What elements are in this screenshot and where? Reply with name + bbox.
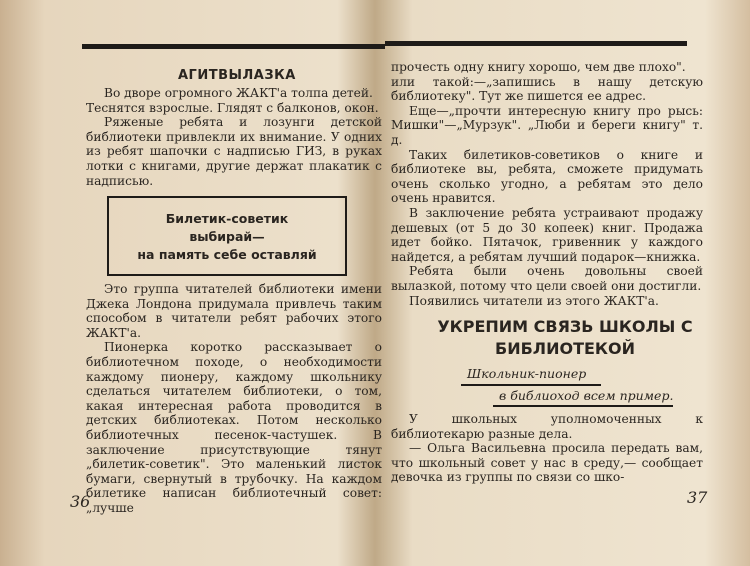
- paragraph: — Ольга Васильевна просила передать вам, что школьный совет у нас в среду,— сообщает девочка из группы по связи со шко-: [391, 441, 703, 485]
- paragraph: или такой:—„запишись в нашу детскую библиотеку". Тут же пишется ее адрес.: [391, 74, 703, 104]
- paragraph: Теснятся взрослые. Глядят с балконов, окон.: [86, 100, 379, 115]
- body-text: [86, 282, 382, 516]
- intro-text: [86, 86, 382, 188]
- paragraph: Еще—„прочти интересную книгу про рысь: Мишки"—„Мурзук". „Люби и береги книгу" т. д.: [391, 103, 703, 147]
- paragraph: Пионерка коротко рассказывает о библиотечном походе, о необходимости каждому пионеру, каждому школьнику сделаться читателем библиотеки, о том, какая интересная работа проводится в детских библиотеках. Потом несколько библиотечных песенок-частушек. В заключение присутствующие тянут „билетик-советик". Это маленький листок бумаги, свернутый в трубочку. На каждом билетике написан библиотечный совет: „лучше: [86, 340, 382, 515]
- paragraph: В заключение ребята устраивают продажу дешевых (от 5 до 30 копеек) книг. Продажа идет бойко. Пятачок, гривенник у каждого найдется, а ребятам лучший подарок—книжка.: [391, 205, 703, 264]
- paragraph: Во дворе огромного ЖАКТ'а толпа детей.: [104, 86, 373, 100]
- paragraph: Таких билетиков-советиков о книге и библиотеке вы, ребята, сможете придумать очень сколько угодно, а ребятам это дело очень нравится.: [391, 147, 703, 206]
- article-heading: АГИТВЫЛАЗКА: [178, 68, 296, 83]
- top-rule: [385, 41, 687, 46]
- subheading-underline: [461, 384, 601, 386]
- paragraph: Это группа читателей библиотеки имени Джека Лондона придумала привлечь таким способом в читатели ребят рабочих этого ЖАКТ'а.: [86, 282, 382, 340]
- slogan-box: [107, 196, 347, 276]
- section-title: УКРЕПИМ СВЯЗЬ ШКОЛЫ С БИБЛИОТЕКОЙ: [437, 317, 693, 358]
- right-page: [385, 0, 750, 566]
- slogan-line: выбирай—: [189, 229, 265, 244]
- paragraph: Появились читатели из этого ЖАКТ'а.: [409, 293, 659, 308]
- body-text: [391, 412, 703, 485]
- page-number: 36: [70, 492, 91, 511]
- subheading: в библиоход всем пример.: [499, 388, 674, 403]
- paragraph: У школьных уполномоченных к библиотекарю разные дела.: [391, 412, 703, 441]
- paragraph: Ряженые ребята и лозунги детской библиотеки привлекли их внимание. У одних из ребят шапочки с надписью ГИЗ, в руках лотки с книгами, другие держат плакатик с надписью.: [86, 115, 382, 188]
- paragraph: Ребята были очень довольны своей вылазкой, потому что цели своей они достигли.: [391, 264, 703, 293]
- paragraph: прочесть одну книгу хорошо, чем две плохо".: [391, 60, 686, 74]
- subheading: Школьник-пионер: [467, 366, 587, 381]
- top-rule: [82, 44, 385, 49]
- continuation-text: [391, 60, 703, 308]
- subheading-underline: [493, 405, 673, 407]
- slogan-line: Билетик-советик: [165, 211, 289, 226]
- slogan-line: на память себе оставляй: [137, 247, 317, 262]
- page-number: 37: [687, 488, 708, 507]
